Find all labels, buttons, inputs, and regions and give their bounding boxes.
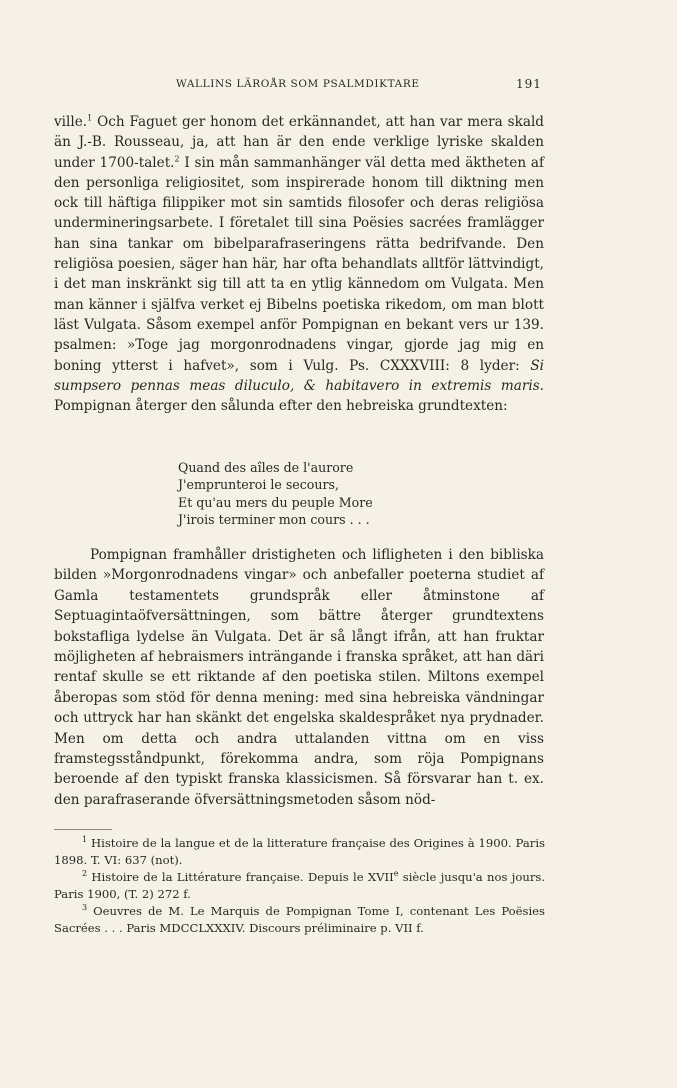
paragraph-2 <box>54 545 544 810</box>
footnote-ref-1: 1 <box>87 113 93 123</box>
text-run: I sin mån sammanhänger väl detta med äktheten af den personliga religiositet, som inspirerade honom till diktning men ock till häftiga filippiker mot sin samtids filosofer och deras religiösa undermineringsarbete. I företalet till sina Poësies sacrées framlägger han sina tankar om bibelparafraseringens rätta bedrifvande. Den religiösa poesien, säger han här, har ofta behandlats alltför lättvindigt, i det man inskränkt sig till att ta en ytlig kännedom om Vulgata. Men man känner i själfva verket ej Bibelns poetiska rikedom, om man blott läst Vulgata. Såsom exempel anför Pompignan en bekant vers ur 139. psalmen: »Toge jag morgonrodnadens vingar, gjorde jag mig en boning ytterst i hafvet», som i Vulg. Ps. CXXXVIII: 8 lyder: <box>54 154 544 374</box>
text-run: ville. <box>54 114 88 130</box>
text-run: Pompignan framhåller dristigheten och lifligheten i den bibliska bilden »Morgonrodnadens vingar» och anbefaller poeterna studiet af Gamla testamentets grundspråk eller åtminstone af Septuagintaöfversättningen, som bättre återger grundtextens bokstafliga lydelse än Vulgata. Det är så långt ifrån, att han fruktar möjligheten af hebraismers inträngande i franska språket, att han däri rentaf skulle se ett riktande af den poetiska stilen. Miltons exempel åberopas som stöd för denna mening: med sina hebreiska vändningar och uttryck har han skänkt det engelska skaldespråket nya prydnader. Men om detta och andra uttalanden vittna om en viss framstegsståndpunkt, förekomma andra, som röja Pompignans beroende af den typiskt franska klassicismen. Så försvarar han t. ex. den parafraserande öfversättningsmetoden såsom nöd- <box>54 547 544 808</box>
footnote-divider <box>54 829 112 830</box>
latin-quote: Si sumpsero pennas meas diluculo, & habitavero in extremis maris. <box>54 357 544 394</box>
footnote-2 <box>54 869 545 903</box>
poem-line: Quand des aîles de l'aurore <box>178 460 354 475</box>
superscript: e <box>393 869 399 879</box>
running-title: WALLINS LÄROÅR SOM PSALMDIKTARE <box>176 78 420 90</box>
running-head <box>0 78 677 96</box>
footnote-ref-2: 2 <box>174 154 180 164</box>
footnote-mark: 3 <box>82 903 88 913</box>
poem-line: J'irois terminer mon cours . . . <box>178 511 370 527</box>
poem-line: Et qu'au mers du peuple More <box>178 494 373 510</box>
paragraph-1 <box>54 112 544 416</box>
main-text <box>54 112 544 416</box>
text-run: Pompignan återger den sålunda efter den hebreiska grundtexten: <box>54 398 508 415</box>
poem-line: J'emprunteroi le secours, <box>178 477 339 493</box>
footnote-mark: 2 <box>82 869 88 879</box>
footnote-1 <box>54 835 545 869</box>
text-run: Och Faguet ger honom det erkännandet, att han var mera skald än J.-B. Rousseau, ja, att han är den ende verklige lyriske skalden under 1700-talet. <box>54 114 544 171</box>
poem-quote <box>178 459 373 528</box>
footnote-3 <box>54 903 545 937</box>
footnote-text: Histoire de la Littérature française. Depuis le XVII <box>87 870 394 884</box>
footnote-text: Histoire de la langue et de la litterature française des Origines à 1900. Paris 1898. T. VI: 637 (not). <box>54 836 545 867</box>
footnote-text: siècle jusqu'a nos jours. Paris 1900, (T. 2) 272 f. <box>54 870 545 901</box>
footnote-text: Oeuvres de M. Le Marquis de Pompignan Tome I, contenant Les Poësies Sacrées . . . Paris MDCCLXXXIV. Discours préliminaire p. VII f. <box>54 904 545 935</box>
footnote-mark: 1 <box>82 835 88 845</box>
page-number: 191 <box>516 77 542 91</box>
footnotes <box>54 835 545 937</box>
